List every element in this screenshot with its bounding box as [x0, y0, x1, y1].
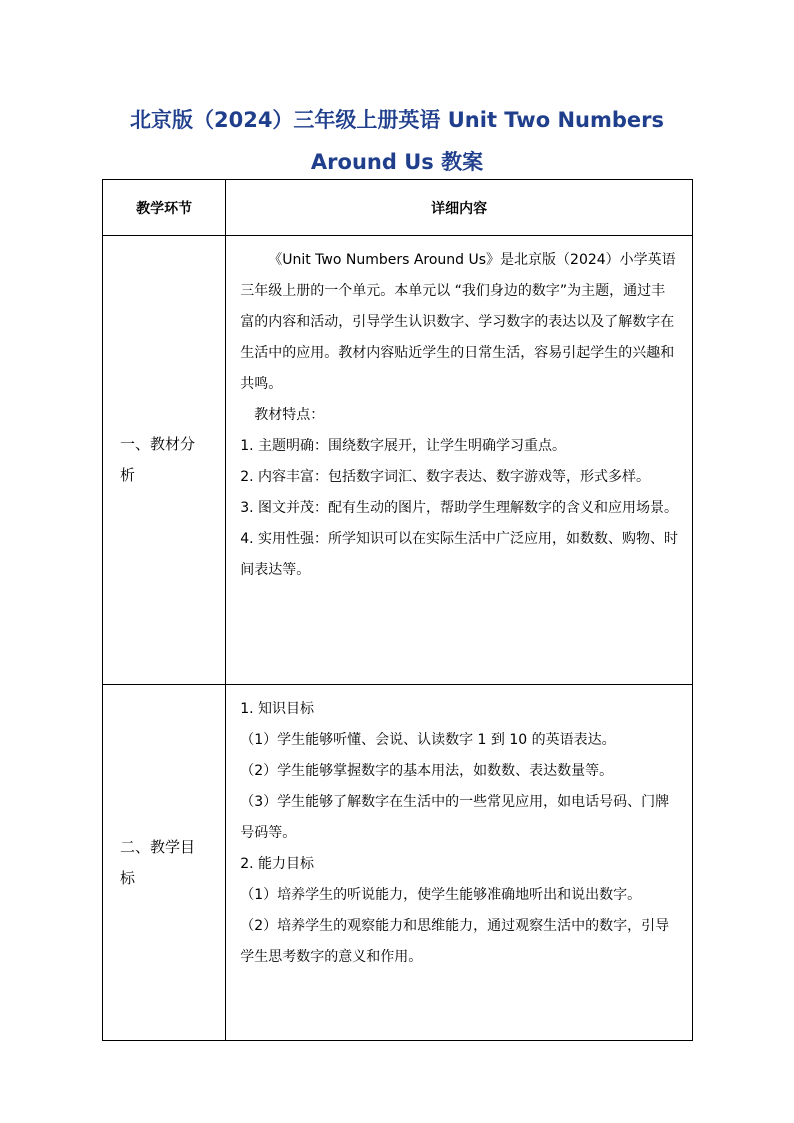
- content-paragraph: 1. 主题明确：围绕数字展开，让学生明确学习重点。: [240, 438, 567, 454]
- row-content-material-analysis: [226, 236, 693, 685]
- content-paragraph: 4. 实用性强：所学知识可以在实际生活中广泛应用，如数数、购物、时间表达等。: [240, 531, 679, 578]
- content-paragraph: （2）学生能够掌握数字的基本用法，如数数、表达数量等。: [240, 763, 614, 779]
- table-row: [103, 236, 693, 685]
- table-header-row: [103, 180, 693, 236]
- content-paragraph: （1）学生能够听懂、会说、认读数字 1 到 10 的英语表达。: [240, 732, 616, 748]
- row-label-teaching-objectives: 二、教学目标: [103, 685, 226, 1041]
- content-paragraph: （1）培养学生的听说能力，使学生能够准确地听出和说出数字。: [240, 887, 642, 903]
- content-paragraph: 2. 内容丰富：包括数字词汇、数字表达、数字游戏等，形式多样。: [240, 469, 651, 485]
- content-paragraph: 1. 知识目标: [240, 701, 315, 717]
- row-label-material-analysis: 一、教材分析: [103, 236, 226, 685]
- content-paragraph: （2）培养学生的观察能力和思维能力，通过观察生活中的数字，引导学生思考数字的意义和作用。: [240, 918, 670, 965]
- content-paragraph: 《Unit Two Numbers Around Us》是北京版（2024）小学英语三年级上册的一个单元。本单元以 “我们身边的数字”为主题，通过丰富的内容和活动，引导学生认识数字、学习数字的表达以及了解数字在生活中的应用。教材内容贴近学生的日常生活，容易引起学生的兴趣和共鸣。: [240, 252, 676, 392]
- header-detailed-content: 详细内容: [226, 180, 693, 236]
- lesson-plan-table: [102, 179, 693, 1041]
- row-content-teaching-objectives: [226, 685, 693, 1041]
- document-title-line-2: Around Us 教案: [310, 150, 484, 174]
- content-paragraph: 教材特点：: [254, 407, 325, 423]
- table-row: [103, 685, 693, 1041]
- document-title-line-1: 北京版（2024）三年级上册英语 Unit Two Numbers: [129, 108, 664, 132]
- content-paragraph: 3. 图文并茂：配有生动的图片，帮助学生理解数字的含义和应用场景。: [240, 500, 679, 516]
- content-paragraph: （3）学生能够了解数字在生活中的一些常见应用，如电话号码、门牌号码等。: [240, 794, 670, 841]
- content-paragraph: 2. 能力目标: [240, 856, 315, 872]
- header-teaching-stage: 教学环节: [103, 180, 226, 236]
